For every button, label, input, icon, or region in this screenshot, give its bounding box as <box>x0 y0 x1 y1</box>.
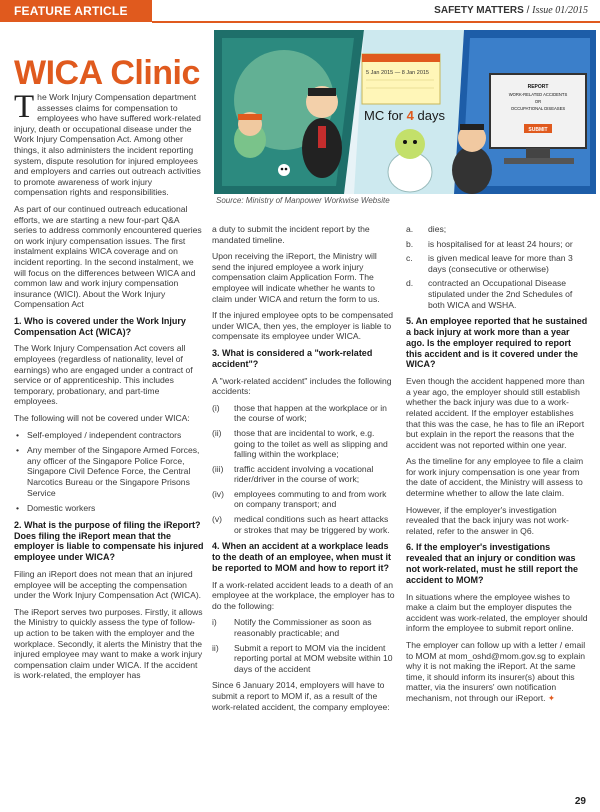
reporting-conditions-list <box>406 224 588 310</box>
list-item: (v) medical conditions such as heart attacks or strokes that may be triggered by work. <box>212 514 390 535</box>
list-item: (ii) those that are incidental to work, e.g. going to the toilet as well as slipping and falling within the workplace; <box>212 427 388 460</box>
svg-text:WORK-RELATED ACCIDENTS: WORK-RELATED ACCIDENTS <box>508 92 568 97</box>
column-3 <box>406 224 588 710</box>
page-number: 29 <box>574 796 586 807</box>
list-item: ii) Submit a report to MOM via the incident reporting portal at MOM website within 10 days of the accident <box>212 642 393 674</box>
end-mark-icon: ✦ <box>547 692 556 703</box>
paragraph: The Work Injury Compensation Act covers all employees (regardless of nationality, level of earnings) who are engaged under a contract of service or of apprenticeship. This includes temporary, probationary, and part-time employees. <box>14 343 193 407</box>
list-item: b. is hospitalised for at least 24 hours; or <box>406 238 573 249</box>
paragraph: As part of our continued outreach educational efforts, we are starting a new four-part Q&A series to address commonly encountered queries on work injury compensation issues. The first instalment explains WICA coverage and on incident reporting. In the second instalment, we will focus on the differences between WICA and common law and work injury compensation insurance (WICI). About the Work Injury Compensation Act <box>14 203 202 310</box>
drop-cap: T <box>14 89 35 125</box>
question-heading-4: 4. When an accident at a workplace leads to the death of an employee, when must it be reported to MOM and how to report it? <box>212 541 392 573</box>
header-rule <box>152 21 600 23</box>
question-heading-6: 6. If the employer's investigations revealed that an injury or condition was not work-related, must he still report the accident to MOM? <box>406 542 579 585</box>
paragraph: Filing an iReport does not mean that an injured employee will be accepting the compensation under the Work Injury Compensation Act (WICA). <box>14 568 202 601</box>
employer-character <box>302 86 342 178</box>
svg-text:REPORT: REPORT <box>527 84 549 90</box>
paragraph: In situations where the employee wishes to make a claim but the employer disputes the accident was work-related, the employer should inform the employee to submit report online. <box>406 591 588 634</box>
calendar-icon <box>362 54 440 104</box>
article-title: WICA Clinic <box>14 54 200 92</box>
list-item: (iv) employees commuting to and from work on company transport; and <box>212 488 387 510</box>
paragraph: If the injured employee opts to be compensated under WICA, then yes, the employer is liable to compensate its employee under WICA. <box>212 310 394 342</box>
calendar-dates: 5 Jan 2015 — 8 Jan 2015 <box>366 70 429 76</box>
question-heading-2: 2. What is the purpose of filing the iReport? Does filing the iReport mean that the employer is liable to compensate his injured employee under WICA? <box>14 519 204 563</box>
svg-text:SUBMIT: SUBMIT <box>528 127 548 133</box>
paragraph: The employer can follow up with a letter / email to MOM at mom_oshd@mom.gov.sg to explain why it is not making the iReport. At the same time, it should inform its insurer(s) about this matter, via the insurers' own notification mechanism, not through our iReport. ✦ <box>406 640 586 703</box>
paragraph: A "work-related accident" includes the following accidents: <box>212 375 392 397</box>
column-2 <box>212 224 396 718</box>
paragraph: However, if the employer's investigation revealed that the back injury was not work-related, refer to the answer in Q6. <box>406 504 569 536</box>
issue-number: Issue 01/2015 <box>532 5 588 16</box>
worker-character <box>234 112 266 158</box>
paragraph: Even though the accident happened more than a year ago, the employer should still establish whether the back injury was due to a work-related accident. If the employer establishes that this was the case, he has to file an iReport but explain in the report the reasons that the accident was not reported within one year. <box>406 376 585 450</box>
paragraph: As the timeline for any employee to file a claim for work injury compensation is one year from the date of accident, the Ministry will assess to determine whether to allow the late claim. <box>406 456 584 499</box>
exclusion-list <box>14 430 204 514</box>
list-item: a. dies; <box>406 224 447 234</box>
list-item: • Domestic workers <box>27 503 204 514</box>
column-1 <box>14 89 204 687</box>
list-item: (iii) traffic accident involving a vocational rider/driver in the course of work; <box>212 463 374 485</box>
section-banner <box>0 0 152 22</box>
article-illustration <box>214 30 596 194</box>
paragraph: a duty to submit the incident report by the mandated timeline. <box>212 224 370 245</box>
section-label: FEATURE ARTICLE <box>14 4 128 18</box>
list-item: (i) those that happen at the workplace or in the course of work; <box>212 402 387 424</box>
paragraph: Since 6 January 2014, employers will have to submit a report to MOM if, as a result of the work-related accident, the company employee: <box>212 680 390 712</box>
magazine-issue: SAFETY MATTERS / Issue 01/2015 <box>434 5 588 16</box>
paragraph: Upon receiving the iReport, the Ministry will send the injured employee a work injury compensation claim Application Form. The employee will indicate whether he wants to claim under WICA and return the form to us. <box>212 251 380 304</box>
paragraph: The following will not be covered under WICA: <box>14 413 190 424</box>
question-heading-3: 3. What is considered a "work-related accident"? <box>212 347 373 369</box>
list-item: • Self-employed / independent contractors <box>27 430 204 441</box>
mc-text: MC for 4 days <box>364 108 445 123</box>
intro-paragraph: The Work Injury Compensation department assesses claims for compensation to employees who have suffered work-related injury, death or occupational disease under the Work Injury Compensation Act. Among other things, it also administers the incident reporting system, dispute resolution for injured employees and employers and carries out outreach activities to promote awareness of work injury compensation rights and responsibilities. <box>14 89 201 198</box>
magazine-name: SAFETY MATTERS <box>434 5 524 16</box>
death-reporting-steps <box>212 617 396 674</box>
paragraph: The iReport serves two purposes. Firstly, it allows the Ministry to quickly assess the type of follow-up action to be taken with the employer and the workplace. Secondly, it alerts the Ministry that the injured employee may want to make a work injury compensation claim under WICA. If the accident is work-related, the employer has <box>14 606 203 681</box>
paragraph: If a work-related accident leads to a death of an employee at the workplace, the employer has to do the following: <box>212 579 395 611</box>
illustration-caption: Source: Ministry of Manpower Workwise Website <box>216 196 390 205</box>
skull-crossbones-icon <box>278 164 290 176</box>
svg-text:OR: OR <box>534 99 542 104</box>
question-heading-5: 5. An employee reported that he sustained a back injury at work more than a year ago. Is the employer required to report this accident and is it covered under the WICA? <box>406 316 588 370</box>
list-item: d. contracted an Occupational Disease stipulated under the 2nd Schedules of both WICA and WSHA. <box>406 278 573 310</box>
question-heading-1: 1. Who is covered under the Work Injury Compensation Act (WICA)? <box>14 315 186 337</box>
accident-types-list <box>212 403 396 536</box>
list-item: i) Notify the Commissioner as soon as reasonably practicable; and <box>212 617 372 639</box>
list-item: • Any member of the Singapore Armed Forces, any officer of the Singapore Police Force, Singapore Civil Defence Force, the Central Narcotics Bureau or the Singapore Prisons Service <box>27 445 204 498</box>
svg-text:OCCUPATIONAL DISEASES: OCCUPATIONAL DISEASES <box>510 106 566 111</box>
list-item: c. is given medical leave for more than 3 days (consecutive or otherwise) <box>406 253 573 274</box>
